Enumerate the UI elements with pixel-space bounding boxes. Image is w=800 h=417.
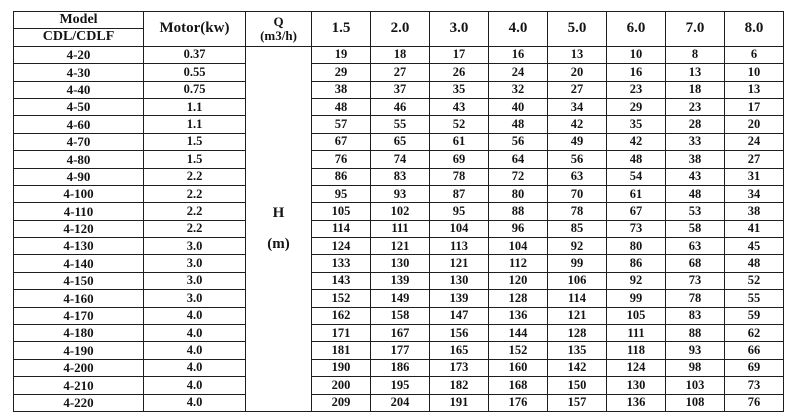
head-value-cell: 20 <box>725 116 784 133</box>
head-value-cell: 55 <box>371 116 430 133</box>
head-value-cell: 104 <box>430 220 489 237</box>
head-value-cell: 158 <box>371 307 430 324</box>
head-value-cell: 162 <box>312 307 371 324</box>
head-value-cell: 144 <box>489 325 548 342</box>
head-value-cell: 167 <box>371 325 430 342</box>
flow-rate-column-header: 8.0 <box>725 12 784 47</box>
head-value-cell: 72 <box>489 168 548 185</box>
head-value-cell: 69 <box>725 359 784 376</box>
head-value-cell: 73 <box>725 377 784 394</box>
head-value-cell: 92 <box>607 272 666 289</box>
motor-power-cell: 4.0 <box>144 377 246 394</box>
table-row <box>14 272 784 289</box>
head-value-cell: 67 <box>607 203 666 220</box>
table-row <box>14 46 784 63</box>
head-value-cell: 156 <box>430 325 489 342</box>
head-value-cell: 38 <box>725 203 784 220</box>
head-value-cell: 13 <box>548 46 607 63</box>
head-value-cell: 13 <box>725 81 784 98</box>
head-value-cell: 111 <box>607 325 666 342</box>
table-row <box>14 203 784 220</box>
head-value-cell: 190 <box>312 359 371 376</box>
head-value-cell: 105 <box>312 203 371 220</box>
head-value-cell: 46 <box>371 98 430 115</box>
head-value-cell: 135 <box>548 342 607 359</box>
motor-power-cell: 0.75 <box>144 81 246 98</box>
head-value-cell: 69 <box>430 151 489 168</box>
head-value-cell: 35 <box>607 116 666 133</box>
head-value-cell: 85 <box>548 220 607 237</box>
model-cell: 4-180 <box>14 325 144 342</box>
head-value-cell: 88 <box>489 203 548 220</box>
head-value-cell: 35 <box>430 81 489 98</box>
head-value-cell: 45 <box>725 238 784 255</box>
head-value-cell: 31 <box>725 168 784 185</box>
head-value-cell: 130 <box>371 255 430 272</box>
head-column-label-cell <box>246 46 312 411</box>
motor-power-cell: 2.2 <box>144 220 246 237</box>
head-value-cell: 130 <box>430 272 489 289</box>
head-value-cell: 34 <box>725 185 784 202</box>
model-cell: 4-90 <box>14 168 144 185</box>
head-value-cell: 24 <box>489 64 548 81</box>
table-row <box>14 64 784 81</box>
head-value-cell: 48 <box>666 185 725 202</box>
model-series-header: CDL/CDLF <box>14 29 144 46</box>
table-row <box>14 342 784 359</box>
head-symbol: H <box>272 205 285 222</box>
head-value-cell: 34 <box>548 98 607 115</box>
head-value-cell: 58 <box>666 220 725 237</box>
motor-power-cell: 1.1 <box>144 116 246 133</box>
head-value-cell: 20 <box>548 64 607 81</box>
head-value-cell: 38 <box>666 151 725 168</box>
head-value-cell: 195 <box>371 377 430 394</box>
flow-rate-symbol: Q <box>273 13 284 29</box>
head-value-cell: 106 <box>548 272 607 289</box>
head-value-cell: 66 <box>725 342 784 359</box>
head-value-cell: 37 <box>371 81 430 98</box>
head-value-cell: 48 <box>725 255 784 272</box>
head-value-cell: 139 <box>430 290 489 307</box>
model-cell: 4-70 <box>14 133 144 150</box>
head-value-cell: 80 <box>489 185 548 202</box>
head-value-cell: 18 <box>371 46 430 63</box>
head-value-cell: 113 <box>430 238 489 255</box>
table-row <box>14 133 784 150</box>
head-value-cell: 83 <box>371 168 430 185</box>
head-value-cell: 48 <box>607 151 666 168</box>
model-cell: 4-220 <box>14 394 144 411</box>
head-value-cell: 143 <box>312 272 371 289</box>
head-value-cell: 136 <box>489 307 548 324</box>
head-value-cell: 176 <box>489 394 548 411</box>
motor-power-cell: 3.0 <box>144 272 246 289</box>
head-value-cell: 99 <box>607 290 666 307</box>
head-value-cell: 53 <box>666 203 725 220</box>
pump-performance-table <box>13 11 784 412</box>
head-value-cell: 87 <box>430 185 489 202</box>
table-row <box>14 151 784 168</box>
motor-power-cell: 2.2 <box>144 168 246 185</box>
head-value-cell: 61 <box>430 133 489 150</box>
table-header-row <box>14 12 784 29</box>
head-value-cell: 173 <box>430 359 489 376</box>
head-value-cell: 128 <box>548 325 607 342</box>
head-value-cell: 43 <box>430 98 489 115</box>
head-unit: (m) <box>267 236 290 253</box>
head-value-cell: 128 <box>489 290 548 307</box>
head-value-cell: 33 <box>666 133 725 150</box>
head-value-cell: 73 <box>666 272 725 289</box>
head-value-cell: 42 <box>607 133 666 150</box>
head-value-cell: 95 <box>312 185 371 202</box>
head-value-cell: 29 <box>607 98 666 115</box>
table-row <box>14 168 784 185</box>
motor-power-cell: 3.0 <box>144 255 246 272</box>
head-value-cell: 200 <box>312 377 371 394</box>
head-value-cell: 59 <box>725 307 784 324</box>
model-cell: 4-130 <box>14 238 144 255</box>
flow-rate-header <box>246 12 312 47</box>
head-value-cell: 78 <box>430 168 489 185</box>
head-value-cell: 147 <box>430 307 489 324</box>
head-value-cell: 103 <box>666 377 725 394</box>
motor-power-cell: 4.0 <box>144 342 246 359</box>
head-value-cell: 136 <box>607 394 666 411</box>
head-value-cell: 130 <box>607 377 666 394</box>
head-value-cell: 41 <box>725 220 784 237</box>
motor-power-cell: 4.0 <box>144 325 246 342</box>
table-row <box>14 394 784 411</box>
table-row <box>14 255 784 272</box>
head-value-cell: 62 <box>725 325 784 342</box>
model-cell: 4-40 <box>14 81 144 98</box>
head-value-cell: 99 <box>548 255 607 272</box>
head-value-cell: 78 <box>548 203 607 220</box>
table-row <box>14 238 784 255</box>
table-row <box>14 116 784 133</box>
head-value-cell: 118 <box>607 342 666 359</box>
head-value-cell: 68 <box>666 255 725 272</box>
head-value-cell: 114 <box>312 220 371 237</box>
head-value-cell: 61 <box>607 185 666 202</box>
head-value-cell: 121 <box>430 255 489 272</box>
head-value-cell: 16 <box>607 64 666 81</box>
motor-power-cell: 0.55 <box>144 64 246 81</box>
head-value-cell: 182 <box>430 377 489 394</box>
head-value-cell: 165 <box>430 342 489 359</box>
head-value-cell: 168 <box>489 377 548 394</box>
flow-rate-column-header: 4.0 <box>489 12 548 47</box>
table-row <box>14 290 784 307</box>
flow-rate-column-header: 5.0 <box>548 12 607 47</box>
table-row <box>14 98 784 115</box>
head-value-cell: 181 <box>312 342 371 359</box>
head-value-cell: 96 <box>489 220 548 237</box>
motor-power-cell: 4.0 <box>144 307 246 324</box>
table-row <box>14 185 784 202</box>
head-value-cell: 63 <box>548 168 607 185</box>
head-value-cell: 27 <box>371 64 430 81</box>
motor-power-cell: 3.0 <box>144 290 246 307</box>
head-value-cell: 93 <box>666 342 725 359</box>
head-value-cell: 43 <box>666 168 725 185</box>
head-value-cell: 88 <box>666 325 725 342</box>
head-value-cell: 160 <box>489 359 548 376</box>
model-header: Model <box>14 12 144 29</box>
flow-rate-unit: (m3/h) <box>260 27 297 43</box>
head-value-cell: 42 <box>548 116 607 133</box>
table-row <box>14 220 784 237</box>
model-cell: 4-60 <box>14 116 144 133</box>
model-cell: 4-200 <box>14 359 144 376</box>
model-cell: 4-140 <box>14 255 144 272</box>
head-value-cell: 10 <box>607 46 666 63</box>
model-cell: 4-100 <box>14 185 144 202</box>
model-cell: 4-160 <box>14 290 144 307</box>
flow-rate-column-header: 2.0 <box>371 12 430 47</box>
model-cell: 4-50 <box>14 98 144 115</box>
head-value-cell: 56 <box>548 151 607 168</box>
motor-power-cell: 4.0 <box>144 394 246 411</box>
head-value-cell: 13 <box>666 64 725 81</box>
motor-power-cell: 4.0 <box>144 359 246 376</box>
head-value-cell: 29 <box>312 64 371 81</box>
motor-power-cell: 1.1 <box>144 98 246 115</box>
head-value-cell: 48 <box>489 116 548 133</box>
head-value-cell: 78 <box>666 290 725 307</box>
motor-power-cell: 0.37 <box>144 46 246 63</box>
head-value-cell: 17 <box>430 46 489 63</box>
model-cell: 4-150 <box>14 272 144 289</box>
head-value-cell: 19 <box>312 46 371 63</box>
head-value-cell: 139 <box>371 272 430 289</box>
head-value-cell: 17 <box>725 98 784 115</box>
head-value-cell: 32 <box>489 81 548 98</box>
head-value-cell: 49 <box>548 133 607 150</box>
motor-power-header: Motor(kw) <box>144 12 246 47</box>
head-value-cell: 76 <box>312 151 371 168</box>
motor-power-cell: 2.2 <box>144 203 246 220</box>
head-value-cell: 114 <box>548 290 607 307</box>
head-value-cell: 92 <box>548 238 607 255</box>
head-value-cell: 80 <box>607 238 666 255</box>
head-value-cell: 27 <box>725 151 784 168</box>
head-value-cell: 152 <box>312 290 371 307</box>
head-value-cell: 209 <box>312 394 371 411</box>
head-value-cell: 102 <box>371 203 430 220</box>
head-value-cell: 65 <box>371 133 430 150</box>
motor-power-cell: 2.2 <box>144 185 246 202</box>
model-cell: 4-170 <box>14 307 144 324</box>
head-value-cell: 112 <box>489 255 548 272</box>
head-value-cell: 111 <box>371 220 430 237</box>
head-value-cell: 28 <box>666 116 725 133</box>
head-value-cell: 67 <box>312 133 371 150</box>
head-value-cell: 120 <box>489 272 548 289</box>
head-value-cell: 10 <box>725 64 784 81</box>
head-value-cell: 124 <box>607 359 666 376</box>
head-value-cell: 121 <box>548 307 607 324</box>
head-value-cell: 8 <box>666 46 725 63</box>
head-value-cell: 142 <box>548 359 607 376</box>
motor-power-cell: 1.5 <box>144 133 246 150</box>
head-value-cell: 56 <box>489 133 548 150</box>
head-value-cell: 74 <box>371 151 430 168</box>
head-value-cell: 24 <box>725 133 784 150</box>
flow-rate-column-header: 1.5 <box>312 12 371 47</box>
model-cell: 4-20 <box>14 46 144 63</box>
model-cell: 4-80 <box>14 151 144 168</box>
head-value-cell: 64 <box>489 151 548 168</box>
table-row <box>14 377 784 394</box>
table-row <box>14 81 784 98</box>
head-value-cell: 26 <box>430 64 489 81</box>
head-value-cell: 152 <box>489 342 548 359</box>
head-value-cell: 38 <box>312 81 371 98</box>
flow-rate-column-header: 6.0 <box>607 12 666 47</box>
head-value-cell: 104 <box>489 238 548 255</box>
head-value-cell: 157 <box>548 394 607 411</box>
head-value-cell: 105 <box>607 307 666 324</box>
head-value-cell: 6 <box>725 46 784 63</box>
model-cell: 4-190 <box>14 342 144 359</box>
head-value-cell: 149 <box>371 290 430 307</box>
head-value-cell: 27 <box>548 81 607 98</box>
head-value-cell: 76 <box>725 394 784 411</box>
table-row <box>14 359 784 376</box>
head-value-cell: 48 <box>312 98 371 115</box>
head-value-cell: 204 <box>371 394 430 411</box>
head-value-cell: 86 <box>312 168 371 185</box>
motor-power-cell: 3.0 <box>144 238 246 255</box>
head-value-cell: 73 <box>607 220 666 237</box>
head-value-cell: 121 <box>371 238 430 255</box>
head-value-cell: 55 <box>725 290 784 307</box>
head-value-cell: 98 <box>666 359 725 376</box>
head-value-cell: 83 <box>666 307 725 324</box>
head-value-cell: 52 <box>725 272 784 289</box>
flow-rate-column-header: 3.0 <box>430 12 489 47</box>
head-value-cell: 54 <box>607 168 666 185</box>
head-value-cell: 177 <box>371 342 430 359</box>
head-value-cell: 40 <box>489 98 548 115</box>
flow-rate-column-header: 7.0 <box>666 12 725 47</box>
head-value-cell: 70 <box>548 185 607 202</box>
head-value-cell: 52 <box>430 116 489 133</box>
model-cell: 4-120 <box>14 220 144 237</box>
head-value-cell: 57 <box>312 116 371 133</box>
head-value-cell: 86 <box>607 255 666 272</box>
head-value-cell: 133 <box>312 255 371 272</box>
table-row <box>14 307 784 324</box>
head-value-cell: 95 <box>430 203 489 220</box>
head-value-cell: 93 <box>371 185 430 202</box>
head-value-cell: 63 <box>666 238 725 255</box>
model-cell: 4-210 <box>14 377 144 394</box>
head-value-cell: 23 <box>666 98 725 115</box>
head-value-cell: 16 <box>489 46 548 63</box>
head-value-cell: 191 <box>430 394 489 411</box>
motor-power-cell: 1.5 <box>144 151 246 168</box>
model-cell: 4-110 <box>14 203 144 220</box>
head-value-cell: 124 <box>312 238 371 255</box>
head-value-cell: 150 <box>548 377 607 394</box>
model-cell: 4-30 <box>14 64 144 81</box>
head-value-cell: 186 <box>371 359 430 376</box>
head-value-cell: 23 <box>607 81 666 98</box>
table-row <box>14 325 784 342</box>
head-value-cell: 108 <box>666 394 725 411</box>
head-value-cell: 171 <box>312 325 371 342</box>
head-value-cell: 18 <box>666 81 725 98</box>
